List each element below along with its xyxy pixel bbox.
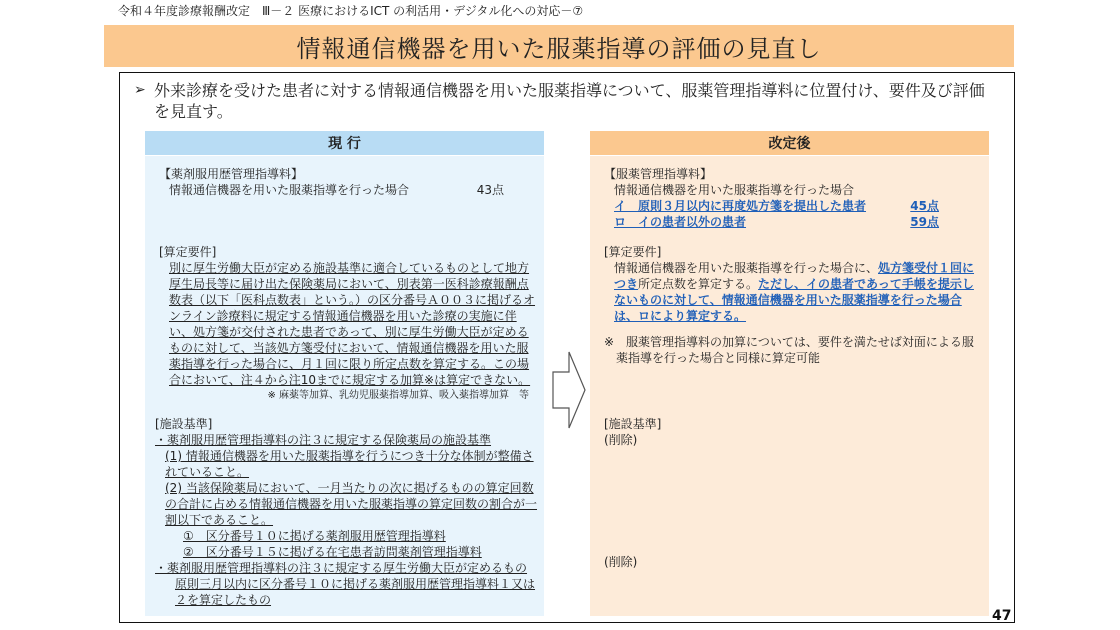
summary-bullet [134,80,994,122]
revised-facility-heading: [施設基準] [604,417,662,431]
summary-text: 外来診療を受けた患者に対する情報通信機器を用いた服薬指導について、服薬管理指導料に位置付け、要件及び評価を見直す。 [154,81,985,121]
current-calc-heading: [算定要件] [159,245,217,259]
transition-arrow-icon [551,350,587,430]
current-fee-name: 【薬剤服用歴管理指導料】 [159,167,304,181]
revised-item-b-points: 59点 [910,215,939,229]
revised-item-a-points: 45点 [910,199,939,213]
revised-fee-name: 【服薬管理指導料】 [604,167,713,181]
current-column-header: 現 行 [145,131,544,155]
revised-item-a: イ 原則３月以内に再度処方箋を提出した患者 [614,199,867,213]
revised-facility-deleted-2: (削除) [604,555,638,569]
current-calc-note: ※ 麻薬等加算、乳幼児服薬指導加算、吸入薬指導加算 等 [267,390,529,401]
revised-column [590,156,989,616]
revised-calc-heading: [算定要件] [604,245,662,259]
current-facility-1a: (1) 情報通信機器を用いた服薬指導を行うにつき十分な体制が整備されていること。 [165,449,534,479]
revised-facility-deleted-1: (削除) [604,433,638,447]
revised-calc-note: ※ 服薬管理指導料の加算については、要件を満たせば対面による服薬指導を行った場合と同様に算定可能 [604,335,974,365]
current-facility-1b-ii: ② 区分番号１５に掲げる在宅患者訪問薬剤管理指導料 [183,545,482,559]
current-facility-2: ・薬剤服用歴管理指導料の注３に規定する厚生労働大臣が定めるもの [155,561,528,575]
current-facility-1: ・薬剤服用歴管理指導料の注３に規定する保険薬局の施設基準 [155,433,492,447]
revised-calc-text-1: 情報通信機器を用いた服薬指導を行った場合に、 [614,261,879,275]
title-banner [104,25,1014,67]
revised-calc-text-blue1: 処方箋受付１回につき [614,261,975,291]
current-fee-points: 43点 [476,183,504,197]
current-facility-2a: 原則三月以内に区分番号１０に掲げる薬剤服用歴管理指導料１又は２を算定したもの [175,577,536,607]
current-calc-text-1: 別に厚生労働大臣が定める施設基準に適合しているものとして地方厚生局長等に届け出た保険薬局において、別表第一医科診療報酬点数表（以下「医科点数表」という。）の区分番号Ａ００３に掲げるオンライン診療料に規定する情報通信機器を用いた診療の実施に伴い、処方箋が交付された患者であって、別に厚生労働大臣が定めるものに対して、当該処方箋受付において、情報通信機器を用いた服薬指導を行った場合に、月１回に限り所定点数を算定する。 [169,261,536,371]
breadcrumb: 令和４年度診療報酬改定 Ⅲ－２ 医療におけるICT の利活用・デジタル化への対応－⑦ [118,4,584,18]
page-title: 情報通信機器を用いた服薬指導の評価の見直し [296,34,822,63]
page-number: 47 [992,608,1012,624]
revised-fee-case: 情報通信機器を用いた服薬指導を行った場合 [614,183,855,197]
current-fee-case: 情報通信機器を用いた服薬指導を行った場合 [169,183,410,197]
revised-column-header: 改定後 [590,131,989,155]
bullet-arrow-icon: ➢ [134,82,146,98]
current-facility-1b: (2) 当該保険薬局において、一月当たりの次に掲げるものの算定回数の合計に占める情報通信機器を用いた服薬指導の算定回数の割合が一割以下であること。 [165,481,538,527]
revised-calc-text-blue2: ただし、イの患者であって手帳を提示しないものに対して、情報通信機器を用いた服薬指導を行った場合は、ロにより算定する。 [614,277,974,323]
current-column [145,156,544,616]
current-facility-heading: [施設基準] [155,417,213,431]
revised-calc-text-2: 所定点数を算定する。 [638,277,759,291]
revised-item-b: ロ イの患者以外の患者 [614,215,747,229]
current-facility-1b-i: ① 区分番号１０に掲げる薬剤服用歴管理指導料 [183,529,446,543]
current-calc-text-2: この場合において、注４から注10までに規定する加算※は算定できない。 [169,357,531,387]
